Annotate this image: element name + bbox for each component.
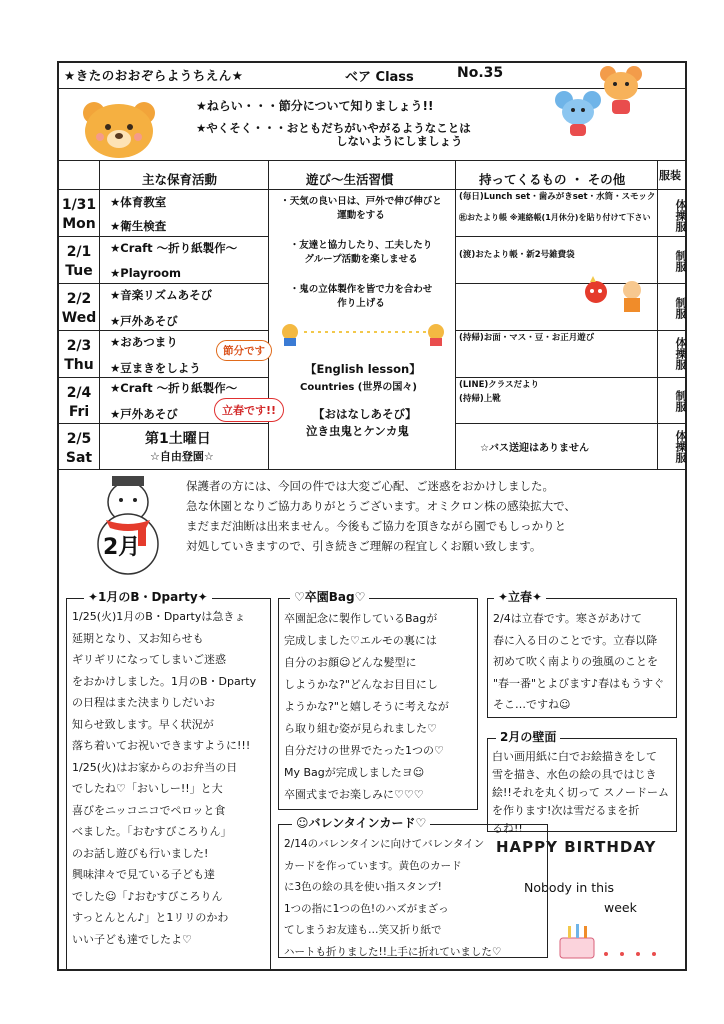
story-play-title: 【おはなしあそび】 [313,407,417,421]
activity-item: ★Craft ～折り紙製作～ [110,381,238,395]
row-divider [57,330,268,331]
bring-item: ☆バス送迎はありません [480,443,589,454]
month-label: 2月 [103,535,141,560]
activity-item: ★おあつまり [110,335,178,349]
activity-item: ★豆まきをしよう [110,361,201,375]
dress-code: 体操服 [674,336,687,370]
risshun-text: 2/4は立春です。寒さがあけて 春に入る日のことです。立春以降 初めて吹く南よりの強風のことを "春一番"とよびます♪春はもうすぐ そこ…ですね☺ [493,612,665,711]
aim-text: ★ねらい・・・節分について知りましょう!! [196,99,434,113]
row-divider [57,283,268,284]
row-divider [57,236,268,237]
wall-display-text: 白い画用紙に白でお絵描きをして 雪を描き、水色の絵の具ではじき 絵!!それを丸く切って スノードーム を作ります!次は雪だるまを折 るね!! [492,750,669,835]
birthday-title: HAPPY BIRTHDAY [496,838,657,856]
activity-item: ★戸外あそび [110,407,178,421]
table-bottom-border [57,469,687,470]
row-date: 2/2 Wed [61,291,97,326]
issue-number: No.35 [457,65,504,81]
row-date: 2/4 Fri [66,385,92,420]
birthday-message-1: Nobody in this [524,880,615,895]
play-item-1: ・天気の良い日は、戸外で伸び伸びと 運動をする [280,196,442,221]
greeting-line: 保護者の方には、今回の件では大変ご心配、ご迷惑をおかけしました。 [186,479,554,493]
greeting-line: 対処していきますので、引き続きご理解の程宜しくお願い致します。 [186,539,542,553]
activity-item: ★Playroom [110,266,182,280]
dress-code: 体操服 [674,198,687,232]
bring-item: (毎日)Lunch set・歯みがきset・水筒・スモック [459,192,656,202]
header-dress: 服装 [659,169,681,182]
row-date: 1/31 Mon [61,197,97,232]
row-date: 2/5 Sat [65,431,93,466]
promise-line1: ★やくそく・・・おともだちがいやがるようなことは [196,121,471,135]
school-name: ★きたのおおぞらようちえん★ [64,68,244,83]
oni-garland-icon [278,318,448,348]
activity-item: ★体育教室 [110,195,167,209]
risshun-title: ✦立春✦ [494,588,546,605]
dress-code: 制服 [674,390,687,412]
graduation-bag-text: 卒園記念に製作しているBagが 完成しました♡エルモの裏には 自分のお顔☺どんな髪型に しようかな?"どんなお目目にし ようかな?"と嬉しそうに考えなが ら取り組む姿が見られました♡ 自分だけの世界でたった1つの♡ My Bagが完成しましたヨ☺ 卒園式までお楽しみに♡♡♡ [284,612,449,801]
promise-line2: しないようにしましょう [336,134,463,148]
dress-code: 体操服 [674,429,687,463]
bring-item: ㊓おたより帳 ※連絡帳(1月休分)を貼り付けて下さい [459,213,651,222]
header-play: 遊び～生活習慣 [306,172,394,187]
activity-item: ★戸外あそび [110,314,178,328]
bear-face-icon [80,97,158,159]
activity-item: ★音楽リズムあそび [110,288,213,302]
graduation-bag-title: ♡卒園Bag♡ [290,588,369,605]
saturday-sub: ☆自由登園☆ [150,450,214,463]
header-activities: 主な保育活動 [142,172,218,187]
play-item-3: ・鬼の立体製作を皆で力を合わせ 作り上げる [289,284,433,309]
bring-item: (持帰)お面・マス・豆・お正月遊び [459,333,595,343]
table-top-border [57,160,687,161]
row-divider [57,377,268,378]
header-bring: 持ってくるもの ・ その他 [479,172,626,187]
mouse-friends-icon [552,60,662,138]
bring-item: (持帰)上靴 [459,394,501,404]
setsubun-badge: 節分です [216,340,272,361]
english-lesson-title: 【English lesson】 [305,362,421,376]
valentine-text: 2/14のバレンタインに向けてバレンタイン カードを作っています。黄色のカード に3色の絵の具を使い指スタンプ! 1つの指に1つの色!のハズがまざっ てしまうお友達も…笑又折り紙で ハートも折りました!!上手に折れていました♡ [284,838,502,958]
row-date: 2/1 Tue [65,244,93,279]
class-name: ベア Class [345,70,414,85]
activity-item: ★Craft ～折り紙製作～ [110,241,238,255]
english-lesson-sub: Countries (世界の国々) [300,382,417,393]
birthday-message-2: week [604,900,637,915]
risshun-badge: 立春です!! [214,398,284,422]
greeting-line: まだまだ油断は出来ません。今後もご協力を頂きながら園でもしっかりと [186,519,567,533]
bring-item: (LINE)クラスだより [459,380,540,390]
col-divider-activity [268,160,269,469]
bd-party-text: 1/25(火)1月のB・Dpartyは急きょ 延期となり、又お知らせも ギリギリになってしまいご迷惑 をおかけしました。1月のB・Dparty の日程はまた決まりしだいお 知らせ致します。早く状況が 落ち着いてお祝いできますように!!! 1/25(火)はお家からのお弁当の日 でしたね♡「おいしー!!」と大 喜びをニッコニコでペロッと食 べました。「おむすびころりん」 のお話し遊びも行いました! 興味津々で見ている子ども達 でした☺「♪おむすびころりん すっとんとん♪」と1リリのかわ いい子ども達でしたよ♡ [72,610,257,946]
play-item-2: ・友達と協力したり、工夫したり グループ活動を楽しませる [289,240,433,265]
oni-kids-icon [582,276,654,316]
saturday-title: 第1土曜日 [145,431,211,447]
bring-item: (渡)おたより帳・新2号雑費袋 [459,250,575,260]
bd-party-title: ✦1月のB・Dparty✦ [84,588,212,605]
row-divider [455,236,687,237]
row-date: 2/3 Thu [64,338,94,373]
birthday-cake-icon [556,916,668,962]
dress-code: 制服 [674,250,687,272]
valentine-title: ☺バレンタインカード♡ [292,814,430,831]
row-divider [455,423,687,424]
story-play-sub: 泣き虫鬼とケンカ鬼 [306,424,409,438]
greeting-line: 急な休園となりご協力ありがとうございます。オミクロン株の感染拡大で、 [186,499,576,513]
dress-code: 制服 [674,297,687,319]
wall-display-title: 2月の壁面 [496,728,560,745]
row-divider [57,423,268,424]
activity-item: ★衛生検査 [110,219,167,233]
